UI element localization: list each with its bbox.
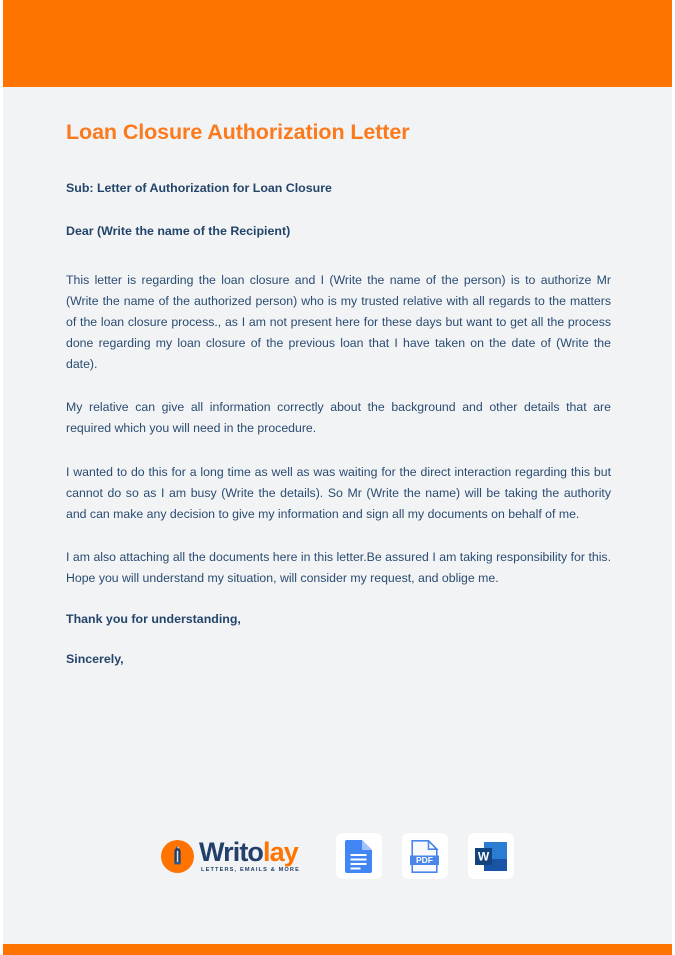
top-orange-banner [3, 0, 672, 87]
page-title: Loan Closure Authorization Letter [66, 120, 410, 144]
closing-line: Thank you for understanding, [66, 612, 241, 627]
letter-paragraph: My relative can give all information correctly about the background and other details that are required which you will need in the procedure. [66, 400, 611, 436]
download-pdf-button[interactable] [402, 833, 448, 879]
logo-word-part-1: Writo [199, 836, 264, 867]
salutation: Dear (Write the name of the Recipient) [66, 224, 291, 239]
subject-line: Sub: Letter of Authorization for Loan Closure [66, 180, 332, 195]
letter-paragraph: I am also attaching all the documents here in this letter.Be assured I am taking responsibility for this. Hope you will understand my situation, will consider my request, and oblige me. [66, 549, 611, 586]
pdf-icon [410, 840, 439, 873]
svg-text:W: W [477, 849, 490, 863]
word-icon [475, 840, 507, 873]
svg-text:PDF: PDF [416, 854, 434, 865]
letter-paragraph: I wanted to do this for a long time as well as was waiting for the direct interaction regarding this but cannot do so as I am busy (Write the details). So Mr (Write the name) will be taking the authority and can make any decision to give my information and sign all my documents on behalf of me. [66, 464, 611, 521]
sign-off: Sincerely, [66, 651, 124, 666]
logo-wordmark [199, 836, 298, 867]
download-google-docs-button[interactable] [336, 833, 382, 879]
letter-paragraph: This letter is regarding the loan closure and I (Write the name of the person) is to authorize Mr (Write the name of the authorized person) who is my trusted relative with all regards to the matters of the loan closure process., as I am not present here for these days but want to get all the process done regarding my loan closure of the previous loan that I have taken on the date of (Write the date). [66, 272, 611, 372]
footer-bar [3, 833, 672, 879]
bottom-orange-banner [3, 944, 672, 955]
pen-circle-icon [161, 840, 194, 873]
logo-tagline: LETTERS, EMAILS & MORE [201, 866, 300, 873]
logo-word-part-2: lay [263, 836, 298, 867]
download-word-button[interactable] [468, 833, 514, 879]
google-docs-icon [345, 840, 372, 873]
page-canvas [3, 0, 672, 955]
letter-content [66, 120, 611, 668]
writolay-logo[interactable] [161, 836, 300, 874]
logo-text [199, 836, 300, 874]
